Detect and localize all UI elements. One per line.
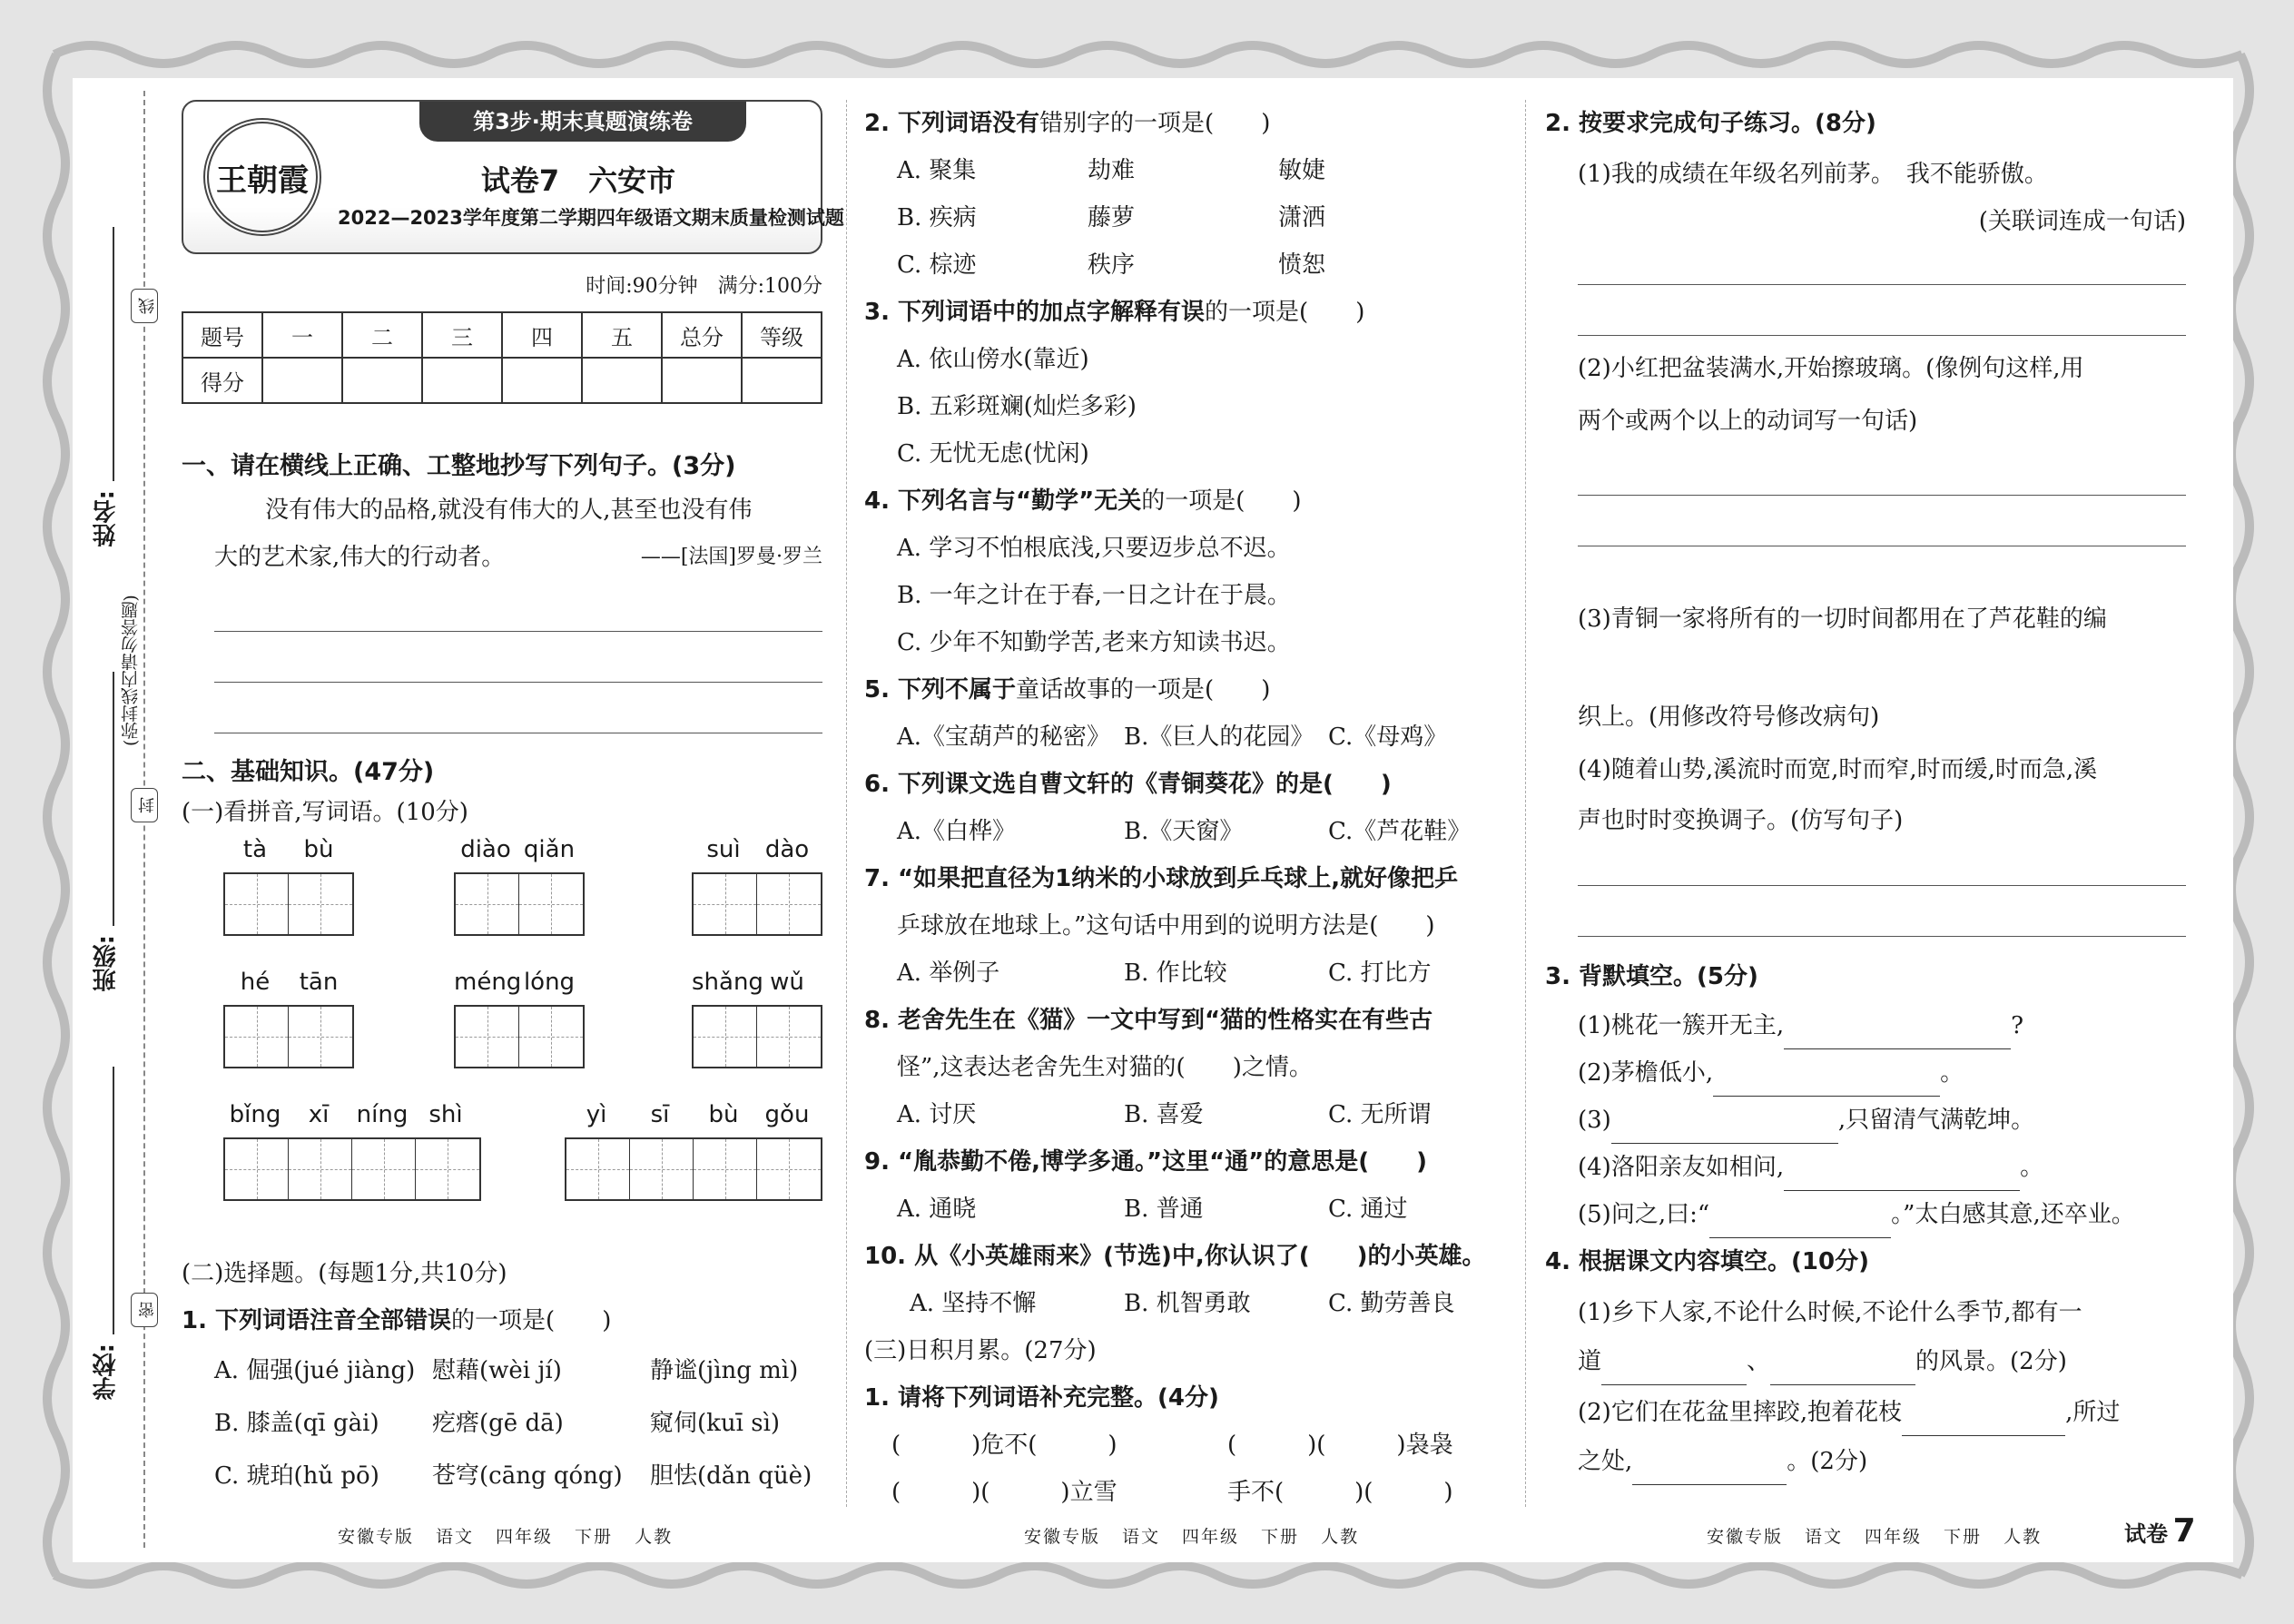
- seal-char-mi: 密: [131, 1293, 158, 1327]
- char-box[interactable]: [223, 1005, 354, 1068]
- answer-line[interactable]: [214, 632, 822, 683]
- footer-item: 安徽专版: [1024, 1527, 1101, 1547]
- seal-char-xian: 线: [131, 289, 158, 323]
- pinyin: diào: [460, 836, 511, 863]
- pinyin: níng: [356, 1101, 409, 1128]
- answer-line[interactable]: [1578, 245, 2186, 285]
- pinyin: shì: [428, 1101, 463, 1128]
- q5-stem: 5. 下列: [864, 676, 946, 704]
- paper-no: 7: [2172, 1512, 2196, 1550]
- q2-option[interactable]: 藤萝: [1088, 204, 1136, 231]
- q4-option[interactable]: B. 一年之计在于春,一日之计在于晨。: [897, 582, 1291, 609]
- char-box[interactable]: [692, 872, 822, 936]
- c3-l4-end: 。: [2020, 1154, 2044, 1181]
- q5-option[interactable]: C.《母鸡》: [1328, 723, 1448, 751]
- pinyin: qiǎn: [523, 836, 576, 863]
- char-box[interactable]: [223, 872, 354, 936]
- c2-p1: (1)我的成绩在年级名列前茅。 我不能骄傲。: [1578, 161, 2048, 188]
- fill-blank[interactable]: [1709, 1211, 1891, 1238]
- answer-line[interactable]: [1578, 285, 2186, 336]
- q8-option[interactable]: A. 讨厌: [897, 1101, 977, 1128]
- char-box[interactable]: [454, 1005, 585, 1068]
- pinyin: hé: [240, 969, 271, 996]
- c3-l3-end: ,只留清气满乾坤。: [1837, 1107, 2035, 1134]
- score-head-cell: 四: [502, 312, 582, 358]
- q5-emphasis: 不属于: [945, 676, 1017, 704]
- pinyin: yì: [586, 1101, 607, 1128]
- time-info: 时间:90分钟 满分:100分: [586, 275, 822, 298]
- pinyin: suì: [706, 836, 741, 863]
- header-banner: [182, 100, 844, 254]
- char-box[interactable]: [454, 872, 585, 936]
- c2-p4-cont: 声也时时变换调子。(仿写句子): [1578, 807, 1904, 834]
- pinyin: bù: [303, 836, 334, 863]
- q2-stem: 2. 下列词语: [864, 110, 993, 137]
- step-badge: 第3步·期末真题演练卷: [419, 102, 746, 142]
- footer-item: 人教: [1321, 1527, 1360, 1547]
- fill-blank[interactable]: [1632, 1458, 1787, 1485]
- answer-line[interactable]: [1578, 844, 2186, 886]
- score-head-cell: 一: [262, 312, 342, 358]
- pinyin: tān: [299, 969, 339, 996]
- c2-stem: 2. 按要求完成句子练习。(8分): [1545, 110, 1876, 137]
- c2-p4: (4)随着山势,溪流时而宽,时而窄,时而缓,时而急,溪: [1578, 756, 2098, 783]
- c1-stem: 1. 请将下列词语补充完整。(4分): [864, 1384, 1219, 1412]
- q1-option[interactable]: A. 倔强(jué jiàng): [214, 1357, 416, 1384]
- q10-option[interactable]: A. 坚持不懈: [910, 1290, 1037, 1317]
- score-head-cell: 等级: [742, 312, 822, 358]
- c2-p2-cont: 两个或两个以上的动词写一句话): [1578, 408, 1918, 435]
- idiom-blank[interactable]: ( )( )袅袅: [1227, 1432, 1453, 1459]
- pinyin: sī: [650, 1101, 670, 1128]
- c4-l2-end: 的风景。(2分): [1915, 1348, 2067, 1375]
- q7-option[interactable]: C. 打比方: [1328, 960, 1432, 987]
- c3-l5: (5)问之,曰:“: [1578, 1201, 1710, 1228]
- q8-stem-line2: 怪”,这表达老舍先生对猫的( )之情。: [897, 1054, 1313, 1081]
- q3-option[interactable]: B. 五彩斑斓(灿烂多彩): [897, 393, 1137, 420]
- score-head-cell: 三: [422, 312, 502, 358]
- pinyin: tà: [242, 836, 268, 863]
- pinyin: dào: [764, 836, 810, 863]
- answer-line[interactable]: [1578, 445, 2186, 496]
- pinyin-grid: [182, 836, 822, 1272]
- fill-blank[interactable]: [1713, 1069, 1940, 1097]
- pinyin: xī: [308, 1101, 330, 1128]
- q9-stem: 9. “胤恭勤不倦,博学多通。”这里“通”的意思是( ): [864, 1148, 1428, 1176]
- c2-p3-cont: 织上。(用修改符号修改病句): [1578, 704, 1880, 731]
- fill-blank[interactable]: [1784, 1022, 2011, 1049]
- idiom-blank[interactable]: ( )( )立雪: [891, 1479, 1117, 1506]
- footer-middle: [1024, 1523, 1381, 1548]
- score-cell[interactable]: [742, 358, 822, 403]
- idiom-blank[interactable]: 手不( )( ): [1227, 1479, 1453, 1506]
- class-field[interactable]: [113, 672, 114, 926]
- q1-option[interactable]: 疙瘩(gē dā): [432, 1410, 564, 1437]
- pinyin: bǐng: [229, 1101, 281, 1128]
- q2-option[interactable]: 敏婕: [1278, 157, 1326, 184]
- s2-sub2: (二)选择题。(每题1分,共10分): [182, 1260, 507, 1287]
- c4-l3-end: ,所过: [2065, 1399, 2121, 1426]
- score-value-row: [182, 358, 822, 403]
- footer-item: 四年级: [496, 1527, 554, 1547]
- q4-option[interactable]: A. 学习不怕根底浅,只要迈步总不迟。: [897, 535, 1291, 562]
- footer-item: 语文: [436, 1527, 475, 1547]
- column-divider-1: [846, 100, 847, 1507]
- q5-option[interactable]: A.《宝葫芦的秘密》: [897, 723, 1111, 751]
- pinyin: bù: [708, 1101, 739, 1128]
- score-cell[interactable]: [262, 358, 342, 403]
- q1-option[interactable]: 胆怯(dǎn qüè): [650, 1462, 812, 1490]
- q5-option[interactable]: B.《巨人的花园》: [1124, 723, 1314, 751]
- q2-option[interactable]: 秩序: [1088, 251, 1136, 279]
- score-cell[interactable]: [502, 358, 582, 403]
- copy-lines: [182, 581, 822, 733]
- footer-left: [338, 1523, 694, 1548]
- q1-option[interactable]: 慰藉(wèi jí): [432, 1357, 562, 1384]
- q9-option[interactable]: B. 普通: [1124, 1196, 1204, 1223]
- score-cell[interactable]: [582, 358, 662, 403]
- c3-stem: 3. 背默填空。(5分): [1545, 963, 1758, 990]
- q9-option[interactable]: A. 通晓: [897, 1196, 977, 1223]
- fill-blank[interactable]: [1784, 1164, 2020, 1191]
- q2-option[interactable]: B. 疾病: [897, 204, 977, 231]
- q1-stem: 1. 下列词语注音: [182, 1307, 358, 1334]
- s2-sub3: (三)日积月累。(27分): [864, 1337, 1097, 1364]
- score-head-cell: 二: [342, 312, 422, 358]
- exam-title: 试卷7 六安市: [480, 163, 676, 198]
- score-head-cell: 总分: [662, 312, 742, 358]
- c3-l3: (3): [1578, 1107, 1611, 1134]
- q10-stem: 10. 从《小英雄雨来》(节选)中,你认识了( )的小英雄。: [864, 1243, 1486, 1270]
- c3-l4: (4)洛阳亲友如相问,: [1578, 1154, 1785, 1181]
- seal-note: (弥封线内请勿答题): [121, 595, 141, 746]
- footer-item: 语文: [1122, 1527, 1161, 1547]
- q3-stem-end: 的一项是( ): [1205, 299, 1365, 326]
- score-head-cell: 五: [582, 312, 662, 358]
- school-field[interactable]: [113, 1067, 114, 1334]
- score-header-row: [182, 312, 822, 358]
- idiom-blank[interactable]: ( )危不( ): [891, 1432, 1117, 1459]
- c4-stem: 4. 根据课文内容填空。(10分): [1545, 1248, 1869, 1275]
- score-cell[interactable]: [422, 358, 502, 403]
- pinyin: lóng: [523, 969, 576, 996]
- c4-l2-mid: 、: [1747, 1348, 1771, 1375]
- c4-l4-end: 。(2分): [1787, 1448, 1868, 1475]
- char-box[interactable]: [692, 1005, 822, 1068]
- exam-subtitle: 2022—2023学年度第二学期四年级语文期末质量检测试题: [338, 207, 844, 229]
- column-divider-2: [1525, 100, 1526, 1507]
- q1-option[interactable]: 窥伺(kuī sì): [650, 1410, 781, 1437]
- score-cell[interactable]: [342, 358, 422, 403]
- q10-option[interactable]: B. 机智勇敢: [1124, 1290, 1251, 1317]
- footer-item: 语文: [1805, 1527, 1844, 1547]
- footer-item: 下册: [1261, 1527, 1300, 1547]
- c4-l1: (1)乡下人家,不论什么时候,不论什么季节,都有一: [1578, 1299, 2082, 1326]
- c2-p2: (2)小红把盆装满水,开始擦玻璃。(像例句这样,用: [1578, 355, 2084, 382]
- q1-option[interactable]: B. 膝盖(qī gài): [214, 1410, 379, 1437]
- q1-option[interactable]: 静谧(jìng mì): [650, 1357, 799, 1384]
- name-label: 姓名:: [93, 490, 120, 547]
- answer-line[interactable]: [214, 581, 822, 632]
- fill-blank[interactable]: [1902, 1409, 2065, 1436]
- q7-stem: 7. “如果把直径为1纳米的小球放到乒乓球上,就好像把乒: [864, 865, 1459, 892]
- c4-l4: 之处,: [1578, 1448, 1633, 1475]
- footer-right: [1707, 1523, 2063, 1548]
- seal-char-feng: 封: [131, 788, 158, 822]
- footer-item: 下册: [1944, 1527, 1983, 1547]
- pinyin: shǎng: [692, 969, 763, 996]
- school-label: 学校:: [93, 1343, 120, 1401]
- q7-option[interactable]: A. 举例子: [897, 960, 1000, 987]
- fill-blank[interactable]: [1770, 1358, 1915, 1385]
- s1-source: ——[法国]罗曼·罗兰: [640, 546, 822, 568]
- c2-p3: (3)青铜一家将所有的一切时间都用在了芦花鞋的编: [1578, 605, 2107, 633]
- q6-option[interactable]: C.《芦花鞋》: [1328, 818, 1472, 845]
- q4-stem-end: 的一项是( ): [1141, 487, 1302, 515]
- footer-item: 安徽专版: [338, 1527, 415, 1547]
- footer-item: 人教: [2004, 1527, 2043, 1547]
- column-3: [1545, 100, 2186, 1485]
- answer-line[interactable]: [214, 683, 822, 733]
- section-2-heading: 二、基础知识。(47分): [182, 758, 435, 786]
- q8-stem: 8. 老舍先生在《猫》一文中写到“猫的性格实在有些古: [864, 1007, 1433, 1034]
- q1-option[interactable]: C. 琥珀(hǔ pō): [214, 1462, 379, 1490]
- column-2: [864, 100, 1507, 1516]
- c3-l1: (1)桃花一簇开无主,: [1578, 1012, 1785, 1039]
- c3-l5-end: 。”太白感其意,还卒业。: [1891, 1201, 2135, 1228]
- q5-stem-end: 童话故事的一项是( ): [1016, 676, 1271, 704]
- q3-option[interactable]: A. 依山傍水(靠近): [897, 346, 1089, 373]
- q2-option[interactable]: A. 聚集: [897, 157, 977, 184]
- score-table: [182, 311, 822, 404]
- publisher-logo: 王朝霞: [203, 118, 321, 236]
- q6-option[interactable]: B.《天窗》: [1124, 818, 1244, 845]
- paper-number: [2124, 1512, 2196, 1550]
- q9-option[interactable]: C. 通过: [1328, 1196, 1408, 1223]
- class-label: 班级:: [93, 935, 120, 992]
- section-1-heading: 一、请在横线上正确、工整地抄写下列句子。(3分): [182, 452, 736, 480]
- char-box[interactable]: [565, 1137, 822, 1201]
- footer-item: 安徽专版: [1707, 1527, 1784, 1547]
- q2-option[interactable]: 潇洒: [1278, 204, 1326, 231]
- q1-option[interactable]: 苍穹(cāng qóng): [432, 1462, 623, 1490]
- s2-sub1: (一)看拼音,写词语。(10分): [182, 799, 468, 826]
- q1-emphasis: 全部错误: [357, 1307, 452, 1334]
- q2-option[interactable]: C. 棕迹: [897, 251, 977, 279]
- q2-stem-end: 错别字的一项是( ): [1039, 110, 1271, 137]
- q6-stem: 6. 下列课文选自曹文轩的《青铜葵花》的是( ): [864, 771, 1392, 798]
- column-1: [182, 100, 844, 1502]
- q2-option[interactable]: 愤恕: [1278, 251, 1326, 279]
- c3-l1-end: ?: [2011, 1012, 2024, 1039]
- c3-l2: (2)茅檐低小,: [1578, 1059, 1714, 1087]
- c4-l3: (2)它们在花盆里摔跤,抱着花枝: [1578, 1399, 1903, 1426]
- q7-stem-line2: 乒球放在地球上。”这句话中用到的说明方法是( ): [897, 912, 1435, 940]
- score-head-cell: 题号: [182, 312, 262, 358]
- footer-item: 下册: [575, 1527, 614, 1547]
- footer-item: 四年级: [1182, 1527, 1240, 1547]
- q3-stem: 3. 下列词语中的加点字解释: [864, 299, 1158, 326]
- name-field[interactable]: [113, 227, 114, 481]
- footer-item: 人教: [635, 1527, 674, 1547]
- c2-p1-hint: (关联词连成一句话): [1978, 208, 2186, 235]
- fill-blank[interactable]: [1611, 1117, 1838, 1144]
- answer-line[interactable]: [1578, 886, 2186, 937]
- q2-option[interactable]: 劫难: [1088, 157, 1136, 184]
- q4-option[interactable]: C. 少年不知勤学苦,老来方知读书迟。: [897, 629, 1291, 656]
- q10-option[interactable]: C. 勤劳善良: [1328, 1290, 1455, 1317]
- q2-emphasis: 没有: [992, 110, 1040, 137]
- q8-option[interactable]: C. 无所谓: [1328, 1101, 1432, 1128]
- answer-line[interactable]: [1578, 496, 2186, 546]
- pinyin: gǒu: [764, 1101, 810, 1128]
- s1-passage-line2: 大的艺术家,伟大的行动者。: [214, 544, 506, 571]
- s1-passage-line1: 没有伟大的品格,就没有伟大的人,甚至也没有伟: [265, 497, 753, 524]
- q7-option[interactable]: B. 作比较: [1124, 960, 1227, 987]
- footer-item: 四年级: [1865, 1527, 1923, 1547]
- pinyin: wǔ: [770, 969, 804, 996]
- c3-l2-end: 。: [1940, 1059, 1964, 1087]
- paper-label: 试卷: [2124, 1521, 2168, 1547]
- q4-stem: 4. 下列名言与“勤学”: [864, 487, 1095, 515]
- q3-emphasis: 有误: [1157, 299, 1206, 326]
- q3-option[interactable]: C. 无忧无虑(忧闲): [897, 440, 1089, 468]
- score-cell[interactable]: [662, 358, 742, 403]
- score-row-label: 得分: [182, 358, 262, 403]
- fill-blank[interactable]: [1601, 1358, 1747, 1385]
- q1-stem-end: 的一项是( ): [451, 1307, 612, 1334]
- q6-option[interactable]: A.《白桦》: [897, 818, 1017, 845]
- q8-option[interactable]: B. 喜爱: [1124, 1101, 1204, 1128]
- c4-l2: 道: [1578, 1348, 1602, 1375]
- q4-emphasis: 无关: [1094, 487, 1142, 515]
- char-box[interactable]: [223, 1137, 481, 1201]
- pinyin: méng: [454, 969, 522, 996]
